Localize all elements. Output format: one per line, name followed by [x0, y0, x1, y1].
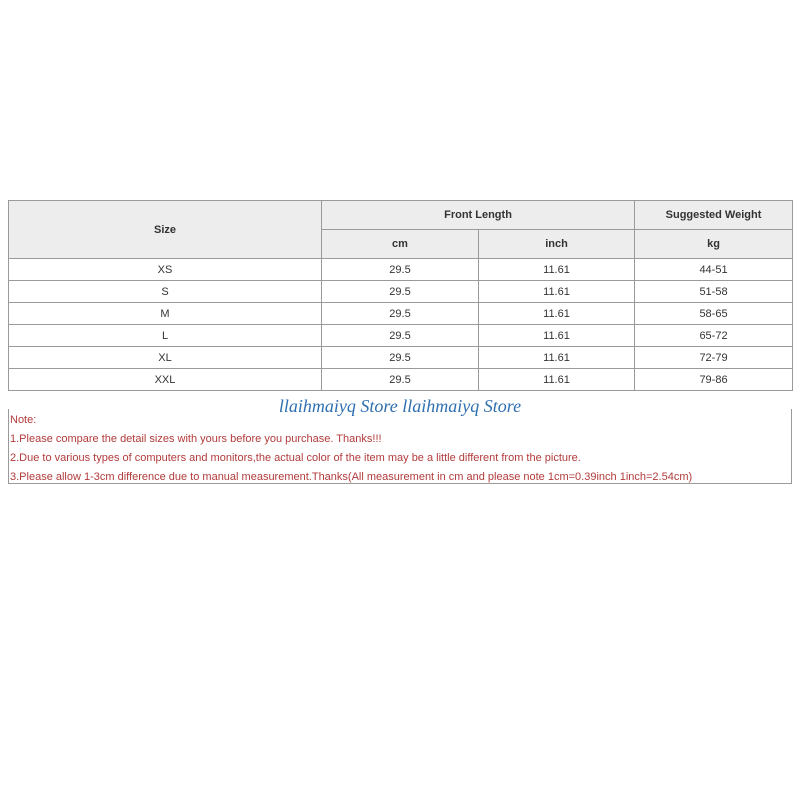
unit-kg: kg	[635, 230, 793, 259]
size-cell: XL	[9, 347, 322, 369]
size-cell: S	[9, 281, 322, 303]
note-line-3: 3.Please allow 1-3cm difference due to manual measurement.Thanks(All measurement in cm and please note 1cm=0.39inch 1inch=2.54cm)	[10, 471, 693, 483]
notes-box	[8, 409, 792, 484]
front-length-header: Front Length	[322, 201, 635, 230]
cm-cell: 29.5	[322, 325, 479, 347]
table-row	[9, 259, 793, 281]
note-title: Note:	[10, 414, 37, 426]
kg-cell: 44-51	[635, 259, 793, 281]
size-chart	[8, 200, 792, 484]
table-row	[9, 325, 793, 347]
inch-cell: 11.61	[479, 281, 635, 303]
header-row	[9, 201, 793, 230]
table-row	[9, 369, 793, 391]
cm-cell: 29.5	[322, 303, 479, 325]
size-header: Size	[9, 201, 322, 259]
inch-cell: 11.61	[479, 303, 635, 325]
kg-cell: 51-58	[635, 281, 793, 303]
inch-cell: 11.61	[479, 259, 635, 281]
unit-cm: cm	[322, 230, 479, 259]
unit-inch: inch	[479, 230, 635, 259]
size-cell: M	[9, 303, 322, 325]
cm-cell: 29.5	[322, 259, 479, 281]
cm-cell: 29.5	[322, 347, 479, 369]
kg-cell: 58-65	[635, 303, 793, 325]
inch-cell: 11.61	[479, 325, 635, 347]
note-line-2: 2.Due to various types of computers and monitors,the actual color of the item may be a little different from the picture.	[10, 452, 581, 464]
table-row	[9, 347, 793, 369]
size-table	[8, 200, 793, 391]
table-row	[9, 303, 793, 325]
size-cell: L	[9, 325, 322, 347]
kg-cell: 79-86	[635, 369, 793, 391]
store-watermark: llaihmaiyq Store llaihmaiyq Store	[278, 396, 522, 416]
inch-cell: 11.61	[479, 369, 635, 391]
cm-cell: 29.5	[322, 281, 479, 303]
table-row	[9, 281, 793, 303]
suggested-weight-header: Suggested Weight	[635, 201, 793, 230]
inch-cell: 11.61	[479, 347, 635, 369]
kg-cell: 72-79	[635, 347, 793, 369]
kg-cell: 65-72	[635, 325, 793, 347]
note-line-1: 1.Please compare the detail sizes with yours before you purchase. Thanks!!!	[10, 433, 382, 445]
size-cell: XS	[9, 259, 322, 281]
cm-cell: 29.5	[322, 369, 479, 391]
size-cell: XXL	[9, 369, 322, 391]
